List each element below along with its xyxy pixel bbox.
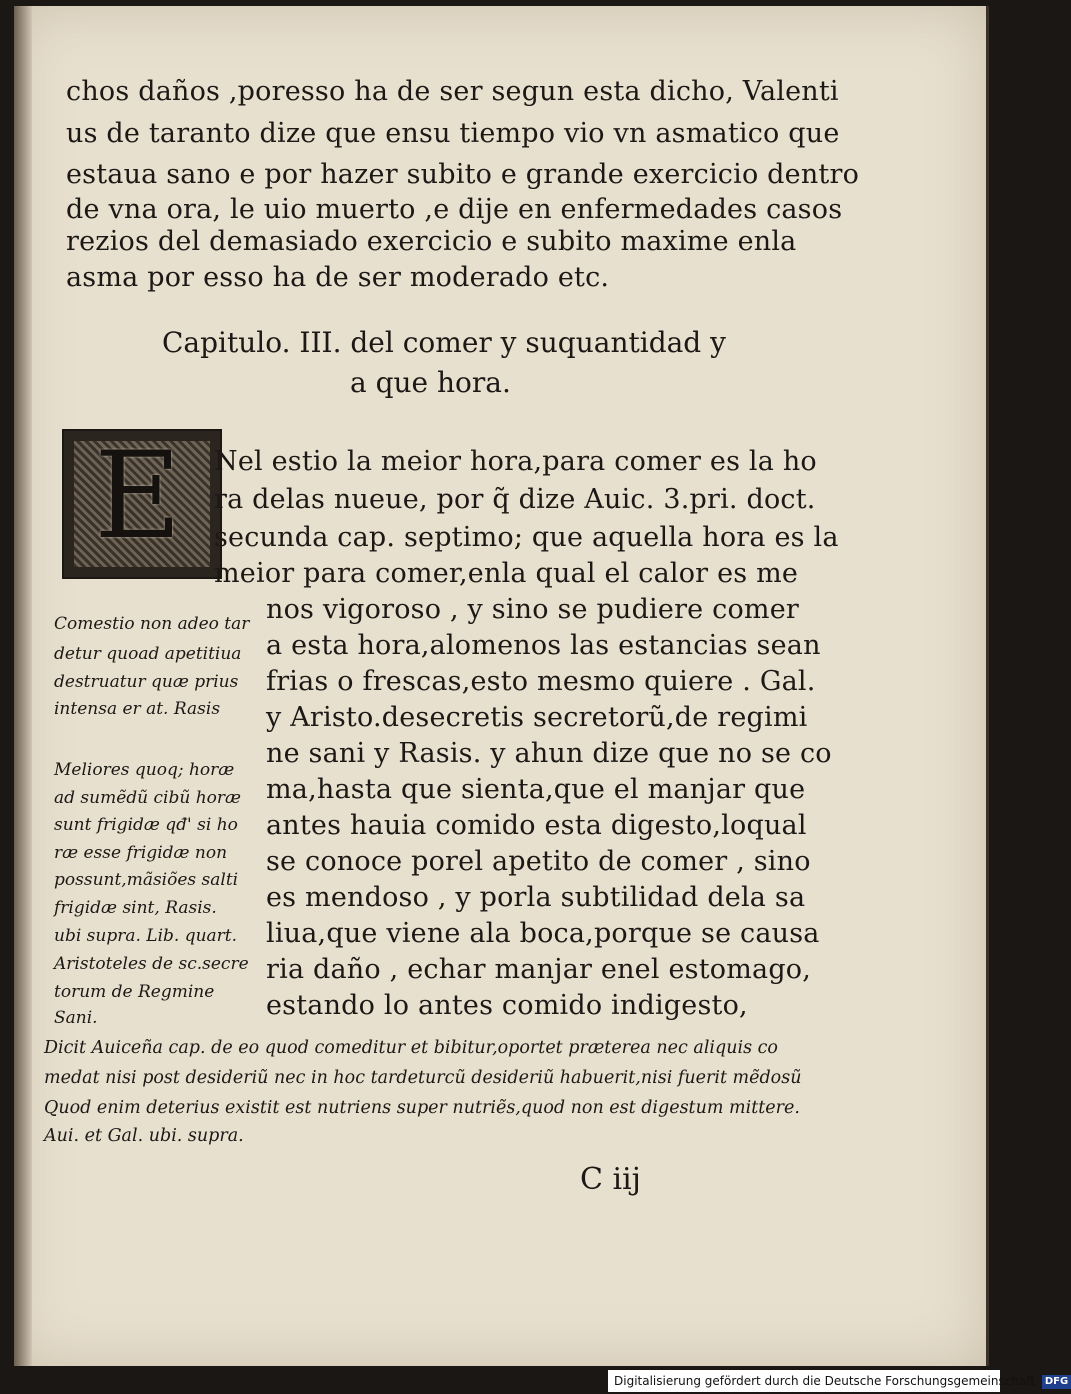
text-line: nos vigoroso , y sino se pudiere comer: [266, 594, 800, 625]
digitization-footer: [608, 1370, 1069, 1392]
footer-credit-text: Digitalisierung gefördert durch die Deutsche Forschungsgemeinschaft: [614, 1374, 1036, 1388]
text-line: rezios del demasiado exercicio e subito maxime enla: [66, 226, 797, 257]
text-line: antes hauia comido esta digesto,loqual: [266, 810, 807, 841]
margin-note-line: Aristoteles de sc.secre: [54, 954, 249, 974]
margin-note-line: intensa er at. Rasis: [54, 699, 221, 719]
decorated-initial: [62, 429, 222, 579]
margin-note-line: detur quoad apetitiua: [54, 644, 242, 664]
text-line: estando lo antes comido indigesto,: [266, 990, 748, 1021]
text-line: ne sani y Rasis. y ahun dize que no se co: [266, 738, 832, 769]
text-line: ma,hasta que sienta,que el manjar que: [266, 774, 806, 805]
text-line: a esta hora,alomenos las estancias sean: [266, 630, 821, 661]
text-line: chos daños ,poresso ha de ser segun esta dicho, Valenti: [66, 76, 839, 107]
chapter-heading: a que hora.: [350, 366, 511, 399]
text-line: de vna ora, le uio muerto ,e dije en enfermedades casos: [66, 194, 843, 225]
margin-note-line: frigidæ sint, Rasis.: [54, 898, 217, 918]
margin-note-line: ræ esse frigidæ non: [54, 843, 228, 863]
dfg-logo: DFG: [1042, 1375, 1071, 1389]
margin-note-line: torum de Regmine: [54, 982, 215, 1002]
margin-note-line: ad sumẽdũ cibũ horæ: [54, 788, 241, 808]
text-line: se conoce porel apetito de comer , sino: [266, 846, 811, 877]
margin-note-line: Sani.: [54, 1008, 98, 1028]
text-line: meior para comer,enla qual el calor es me: [214, 558, 799, 589]
footnote-line: medat nisi post desideriũ nec in hoc tardeturcũ desideriũ habuerit,nisi fuerit mẽdosũ: [44, 1068, 802, 1088]
margin-note-line: Meliores quoq; horæ: [54, 760, 235, 780]
signature-mark: C iij: [580, 1162, 641, 1197]
text-line: es mendoso , y porla subtilidad dela sa: [266, 882, 806, 913]
text-line: liua,que viene ala boca,porque se causa: [266, 918, 820, 949]
book-page: [14, 6, 989, 1366]
footnote-line: Quod enim deterius existit est nutriens super nutriẽs,quod non est digestum mittere.: [44, 1098, 800, 1118]
footnote-line: Aui. et Gal. ubi. supra.: [44, 1126, 244, 1146]
margin-note-line: sunt frigidæ qđ' si ho: [54, 815, 238, 835]
chapter-heading: Capitulo. III. del comer y suquantidad y: [162, 326, 726, 359]
footnote-line: Dicit Auiceña cap. de eo quod comeditur et bibitur,oportet præterea nec aliquis co: [44, 1038, 778, 1058]
margin-note-line: possunt,mãsiões salti: [54, 870, 239, 890]
text-line: Nel estio la meior hora,para comer es la ho: [214, 446, 817, 477]
text-line: ra delas nueue, por q̃ dize Auic. 3.pri. doct.: [214, 484, 816, 515]
page-gutter: [14, 6, 32, 1366]
margin-note-line: ubi supra. Lib. quart.: [54, 926, 238, 946]
text-line: secunda cap. septimo; que aquella hora es la: [214, 522, 839, 553]
text-line: ria daño , echar manjar enel estomago,: [266, 954, 812, 985]
text-line: asma por esso ha de ser moderado etc.: [66, 262, 610, 293]
initial-letter: E: [94, 427, 182, 566]
text-line: estaua sano e por hazer subito e grande exercicio dentro: [66, 159, 860, 190]
text-line: frias o frescas,esto mesmo quiere . Gal.: [266, 666, 816, 697]
margin-note-line: Comestio non adeo tar: [54, 614, 250, 634]
margin-note-line: destruatur quæ prius: [54, 672, 239, 692]
text-line: y Aristo.desecretis secretorũ,de regimi: [266, 702, 808, 733]
text-line: us de taranto dize que ensu tiempo vio vn asmatico que: [66, 118, 840, 149]
